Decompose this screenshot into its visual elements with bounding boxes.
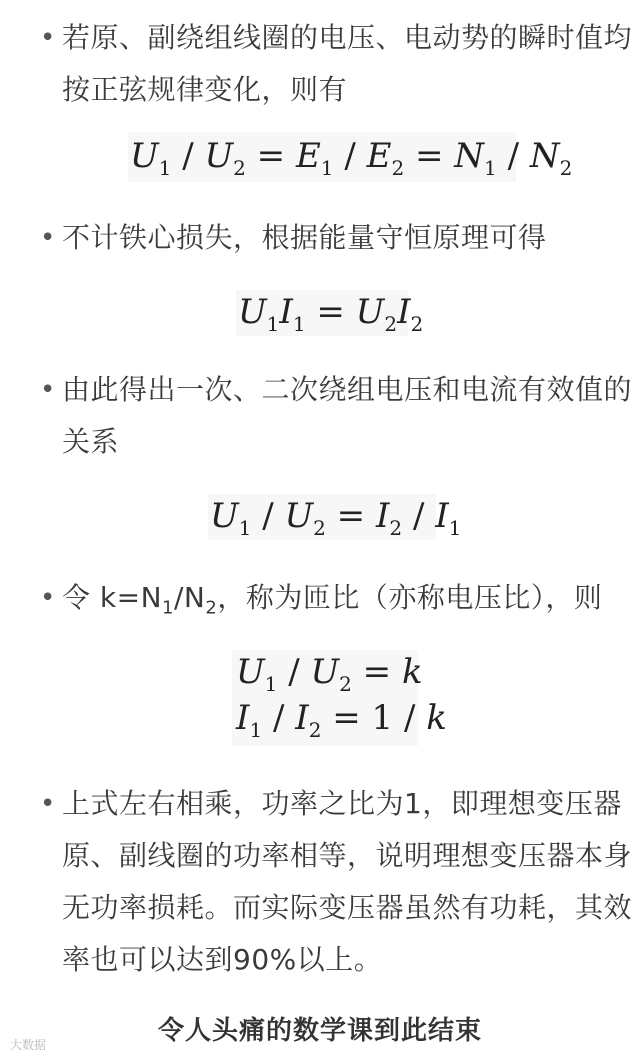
bullet-line: 率也可以达到90%以上。 — [62, 943, 383, 976]
watermark-text: 大数据 — [10, 1038, 47, 1052]
bullet-item-2 — [40, 212, 635, 264]
bullet-text — [62, 364, 634, 468]
closing-title: 令人头痛的数学课到此结束 — [157, 1016, 482, 1046]
bullet-dot: • — [40, 583, 56, 613]
bullet-item-1 — [40, 12, 635, 116]
bullet-line: 无功率损耗。而实际变压器虽然有功耗，其效 — [62, 891, 633, 924]
bullet-line: 原、副线圈的功率相等，说明理想变压器本身 — [62, 839, 633, 872]
formula-turns-ratio-current: $I_1 / I_2 = 1 / k$ — [236, 698, 447, 742]
bullet-item-4 — [40, 572, 635, 624]
bullet-text — [62, 12, 634, 116]
formula-turns-ratio-voltage: $U_1 / U_2 = k$ — [236, 652, 423, 696]
bullet-line: 关系 — [62, 425, 120, 458]
formula-voltage-emf-turns-ratio: $U_1 / U_2 = E_1 / E_2 = N_1 / N_2$ — [130, 136, 573, 180]
bullet-text: 不计铁心损失，根据能量守恒原理可得 — [62, 221, 547, 254]
bullet-dot: • — [40, 789, 56, 819]
bullet-text — [62, 778, 634, 986]
bullet-line: 由此得出一次、二次绕组电压和电流有效值的 — [62, 373, 633, 406]
bullet-line: 上式左右相乘，功率之比为1，即理想变压器 — [62, 787, 622, 820]
bullet-line: 按正弦规律变化，则有 — [62, 73, 348, 106]
formula-power-balance: $U_1I_1 = U_2I_2$ — [238, 292, 424, 336]
bullet-dot: • — [40, 375, 56, 405]
bullet-item-5 — [40, 778, 635, 986]
formula-voltage-current-ratio: $U_1 / U_2 = I_2 / I_1$ — [210, 496, 462, 540]
bullet-line: 若原、副绕组线圈的电压、电动势的瞬时值均 — [62, 21, 633, 54]
bullet-dot: • — [40, 223, 56, 253]
bullet-dot: • — [40, 23, 56, 53]
bullet-item-3 — [40, 364, 635, 468]
bullet-text: 令 $k=N_1/N_2$，称为匝比（亦称电压比），则 — [62, 581, 603, 619]
